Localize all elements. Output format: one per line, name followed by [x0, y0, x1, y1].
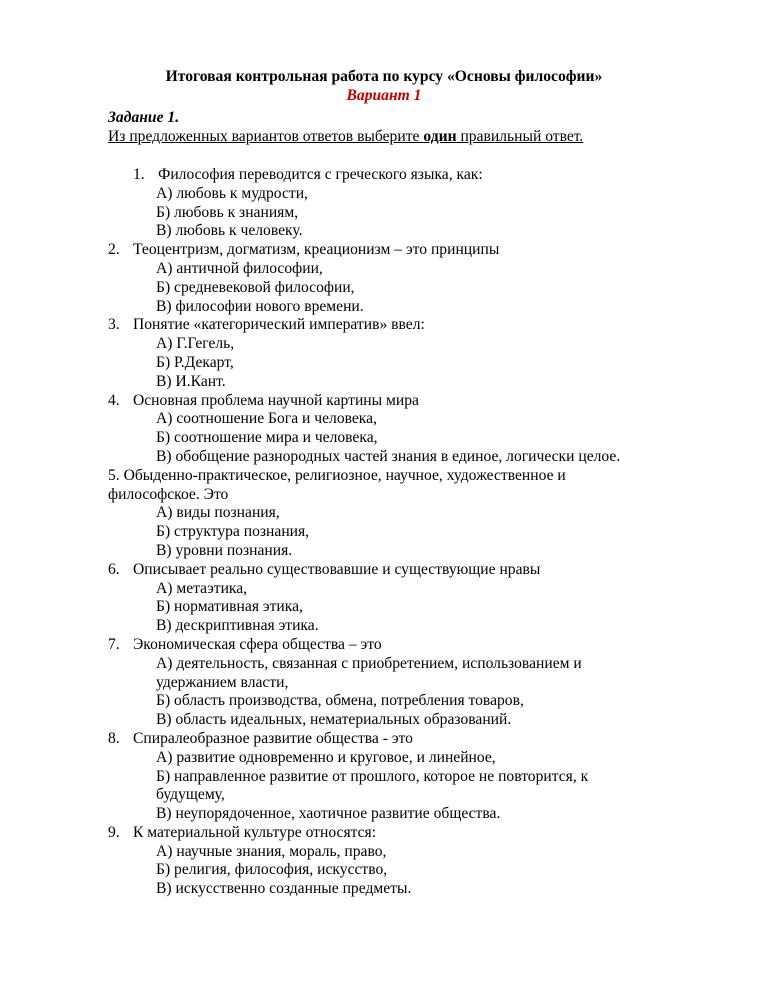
- question-3-line: [108, 316, 708, 335]
- answer-option-continuation: удержанием власти,: [156, 673, 289, 691]
- question-6-line: [108, 561, 708, 580]
- answer-option: Б) религия, философия, искусство,: [156, 861, 388, 879]
- task-instruction: [108, 128, 583, 147]
- question-7-line: [108, 636, 708, 655]
- answer-option: Б) соотношение мира и человека,: [156, 429, 378, 447]
- answer-option: Б) Р.Декарт,: [156, 353, 234, 371]
- answer-option: А) деятельность, связанная с приобретением, использованием и: [156, 654, 582, 672]
- question-text: Экономическая сфера общества – это: [133, 635, 382, 653]
- question-4-line: [108, 392, 708, 411]
- instruction-text-start: Из предложенных вариантов ответов выберите: [108, 128, 424, 145]
- question-5-line: [108, 467, 708, 486]
- question-text: К материальной культуре относятся:: [133, 823, 377, 841]
- question-6: [108, 561, 708, 636]
- answer-option: А) научные знания, мораль, право,: [156, 842, 387, 860]
- answer-option: Б) нормативная этика,: [156, 598, 303, 616]
- answer-option: Б) область производства, обмена, потребления товаров,: [156, 692, 524, 710]
- answer-option: А) развитие одновременно и круговое, и линейное,: [156, 748, 496, 766]
- question-7: [108, 636, 708, 730]
- question-1-line: [108, 166, 708, 185]
- answer-option: А) метаэтика,: [156, 579, 248, 597]
- answer-option: В) любовь к человеку.: [156, 222, 303, 240]
- question-number: 9.: [108, 823, 120, 841]
- answer-option: Б) любовь к знаниям,: [156, 203, 299, 221]
- answer-option: В) уровни познания.: [156, 541, 293, 559]
- question-number: 7.: [108, 635, 120, 653]
- question-text-continuation: философское. Это: [108, 485, 229, 503]
- question-number: 3.: [108, 316, 120, 334]
- answer-option: Б) структура познания,: [156, 523, 310, 541]
- question-8-line: [108, 730, 708, 749]
- answer-option: А) Г.Гегель,: [156, 335, 235, 353]
- answer-option: Б) направленное развитие от прошлого, которое не повторится, к: [156, 767, 589, 785]
- answer-option: В) философии нового времени.: [156, 297, 364, 315]
- question-4: [108, 392, 708, 467]
- answer-option: В) обобщение разнородных частей знания в единое, логически целое.: [156, 447, 621, 465]
- variant-label: Вариант 1: [346, 87, 422, 104]
- instruction-emphasis: один: [423, 128, 457, 145]
- question-number: 5.: [108, 466, 120, 484]
- answer-option: А) виды познания,: [156, 504, 280, 522]
- question-text: Обыденно-практическое, религиозное, научное, художественное и: [123, 466, 566, 484]
- answer-option: А) соотношение Бога и человека,: [156, 410, 377, 428]
- question-number: 1.: [133, 166, 145, 183]
- question-5: [108, 467, 708, 561]
- question-text: Основная проблема научной картины мира: [133, 391, 419, 409]
- question-2-line: [108, 241, 708, 260]
- answer-option: А) любовь к мудрости,: [156, 184, 308, 202]
- question-number: 4.: [108, 391, 120, 409]
- question-number: 6.: [108, 560, 120, 578]
- answer-option: В) неупорядоченное, хаотичное развитие общества.: [156, 805, 501, 823]
- question-text: Понятие «категорический императив» ввел:: [133, 316, 425, 334]
- answer-option-continuation: будущему,: [156, 786, 225, 804]
- question-text: Философия переводится с греческого языка, как:: [158, 166, 483, 183]
- question-9-line: [108, 824, 708, 843]
- question-text: Спиралеобразное развитие общества - это: [133, 729, 413, 747]
- question-list: [108, 166, 708, 899]
- question-8: [108, 730, 708, 824]
- answer-option: В) область идеальных, нематериальных образований.: [156, 711, 512, 729]
- question-text: Описывает реально существовавшие и существующие нравы: [133, 560, 541, 578]
- document-title: Итоговая контрольная работа по курсу «Основы философии»: [165, 68, 603, 85]
- answer-option: В) искусственно созданные предметы.: [156, 880, 412, 898]
- question-number: 2.: [108, 241, 120, 259]
- question-1: [108, 166, 708, 241]
- answer-option: В) дескриптивная этика.: [156, 617, 319, 635]
- question-number: 8.: [108, 729, 120, 747]
- question-9: [108, 824, 708, 899]
- task-heading: Задание 1.: [108, 109, 180, 126]
- question-text: Теоцентризм, догматизм, креационизм – это принципы: [133, 241, 500, 259]
- answer-option: В) И.Кант.: [156, 372, 226, 390]
- answer-option: А) античной философии,: [156, 259, 323, 277]
- instruction-text-end: правильный ответ.: [456, 128, 584, 145]
- answer-option: Б) средневековой философии,: [156, 278, 355, 296]
- question-2: [108, 241, 708, 316]
- question-3: [108, 316, 708, 391]
